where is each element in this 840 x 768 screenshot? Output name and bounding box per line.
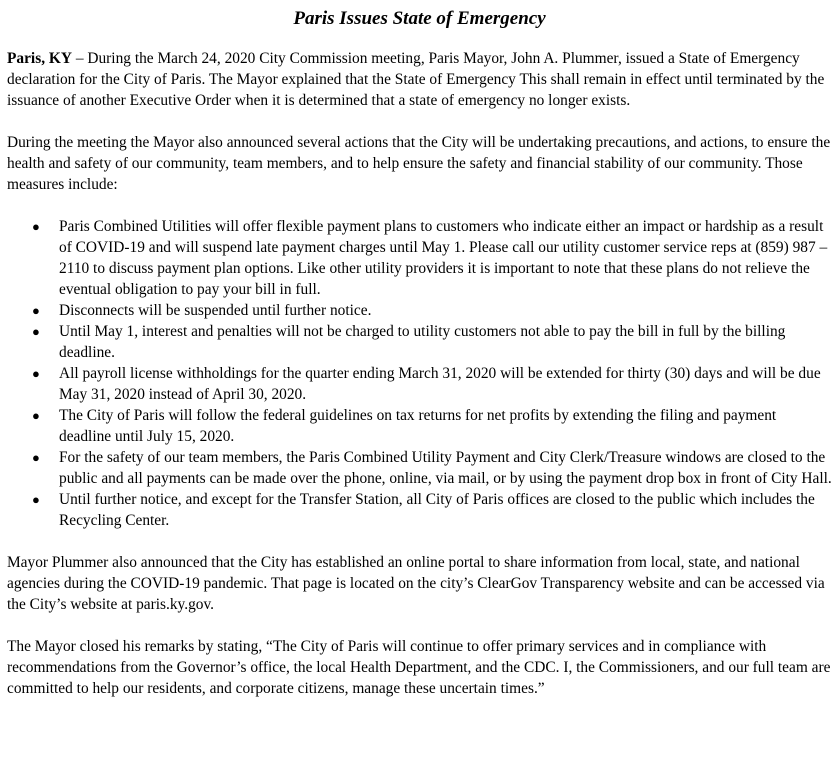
bullet-icon: ● <box>32 303 40 318</box>
bullet-icon: ● <box>32 408 40 423</box>
measures-list <box>7 216 832 531</box>
online-portal-paragraph: Mayor Plummer also announced that the City has established an online portal to share information from local, state, and national agencies during the COVID-19 pandemic. That page is located on the city’s ClearGov Transparency website and can be accessed via the City’s website at paris.ky.gov. <box>7 554 825 613</box>
document-title: Paris Issues State of Emergency <box>293 8 546 29</box>
closing-remarks-paragraph: The Mayor closed his remarks by stating, “The City of Paris will continue to offer primary services and in compliance with recommendations from the Governor’s office, the local Health Department, and the CDC. I, the Commissioners, and our full team are committed to help our residents, and corporate citizens, manage these uncertain times.” <box>7 638 831 697</box>
list-item <box>7 405 832 447</box>
list-item <box>7 363 832 405</box>
bullet-icon: ● <box>32 324 40 339</box>
bullet-icon: ● <box>32 219 40 234</box>
list-item-text: Disconnects will be suspended until further notice. <box>59 302 372 319</box>
list-item <box>7 300 832 321</box>
list-item-text: For the safety of our team members, the Paris Combined Utility Payment and City Clerk/Treasure windows are closed to the public and all payments can be made over the phone, online, via mail, or by using the payment drop box in front of City Hall. <box>59 449 832 487</box>
bullet-icon: ● <box>32 450 40 465</box>
list-item-text: Until May 1, interest and penalties will not be charged to utility customers not able to pay the bill in full by the billing deadline. <box>59 323 786 361</box>
list-item <box>7 447 832 489</box>
list-item <box>7 489 832 531</box>
list-item-text: The City of Paris will follow the federal guidelines on tax returns for net profits by extending the filing and payment deadline until July 15, 2020. <box>59 407 777 445</box>
list-item-text: All payroll license withholdings for the quarter ending March 31, 2020 will be extended for thirty (30) days and will be due May 31, 2020 instead of April 30, 2020. <box>59 365 821 403</box>
bullet-icon: ● <box>32 492 40 507</box>
intro-paragraph <box>7 48 832 111</box>
bullet-icon: ● <box>32 366 40 381</box>
intro-text: – During the March 24, 2020 City Commission meeting, Paris Mayor, John A. Plummer, issued a State of Emergency declaration for the City of Paris. The Mayor explained that the State of Emergency This shall remain in effect until terminated by the issuance of another Executive Order when it is determined that a state of emergency no longer exists. <box>7 50 825 109</box>
dateline: Paris, KY <box>7 50 72 67</box>
list-item <box>7 216 832 300</box>
list-item-text: Paris Combined Utilities will offer flexible payment plans to customers who indicate either an impact or hardship as a result of COVID-19 and will suspend late payment charges until May 1. Please call our utility customer service reps at (859) 987 – 2110 to discuss payment plan options. Like other utility providers it is important to note that these plans do not relieve the eventual obligation to pay your bill in full. <box>59 218 828 298</box>
list-item <box>7 321 832 363</box>
list-item-text: Until further notice, and except for the Transfer Station, all City of Paris offices are closed to the public which includes the Recycling Center. <box>59 491 815 529</box>
measures-intro-paragraph: During the meeting the Mayor also announced several actions that the City will be undertaking precautions, and actions, to ensure the health and safety of our community, team members, and to help ensure the safety and financial stability of our community. Those measures include: <box>7 134 831 193</box>
